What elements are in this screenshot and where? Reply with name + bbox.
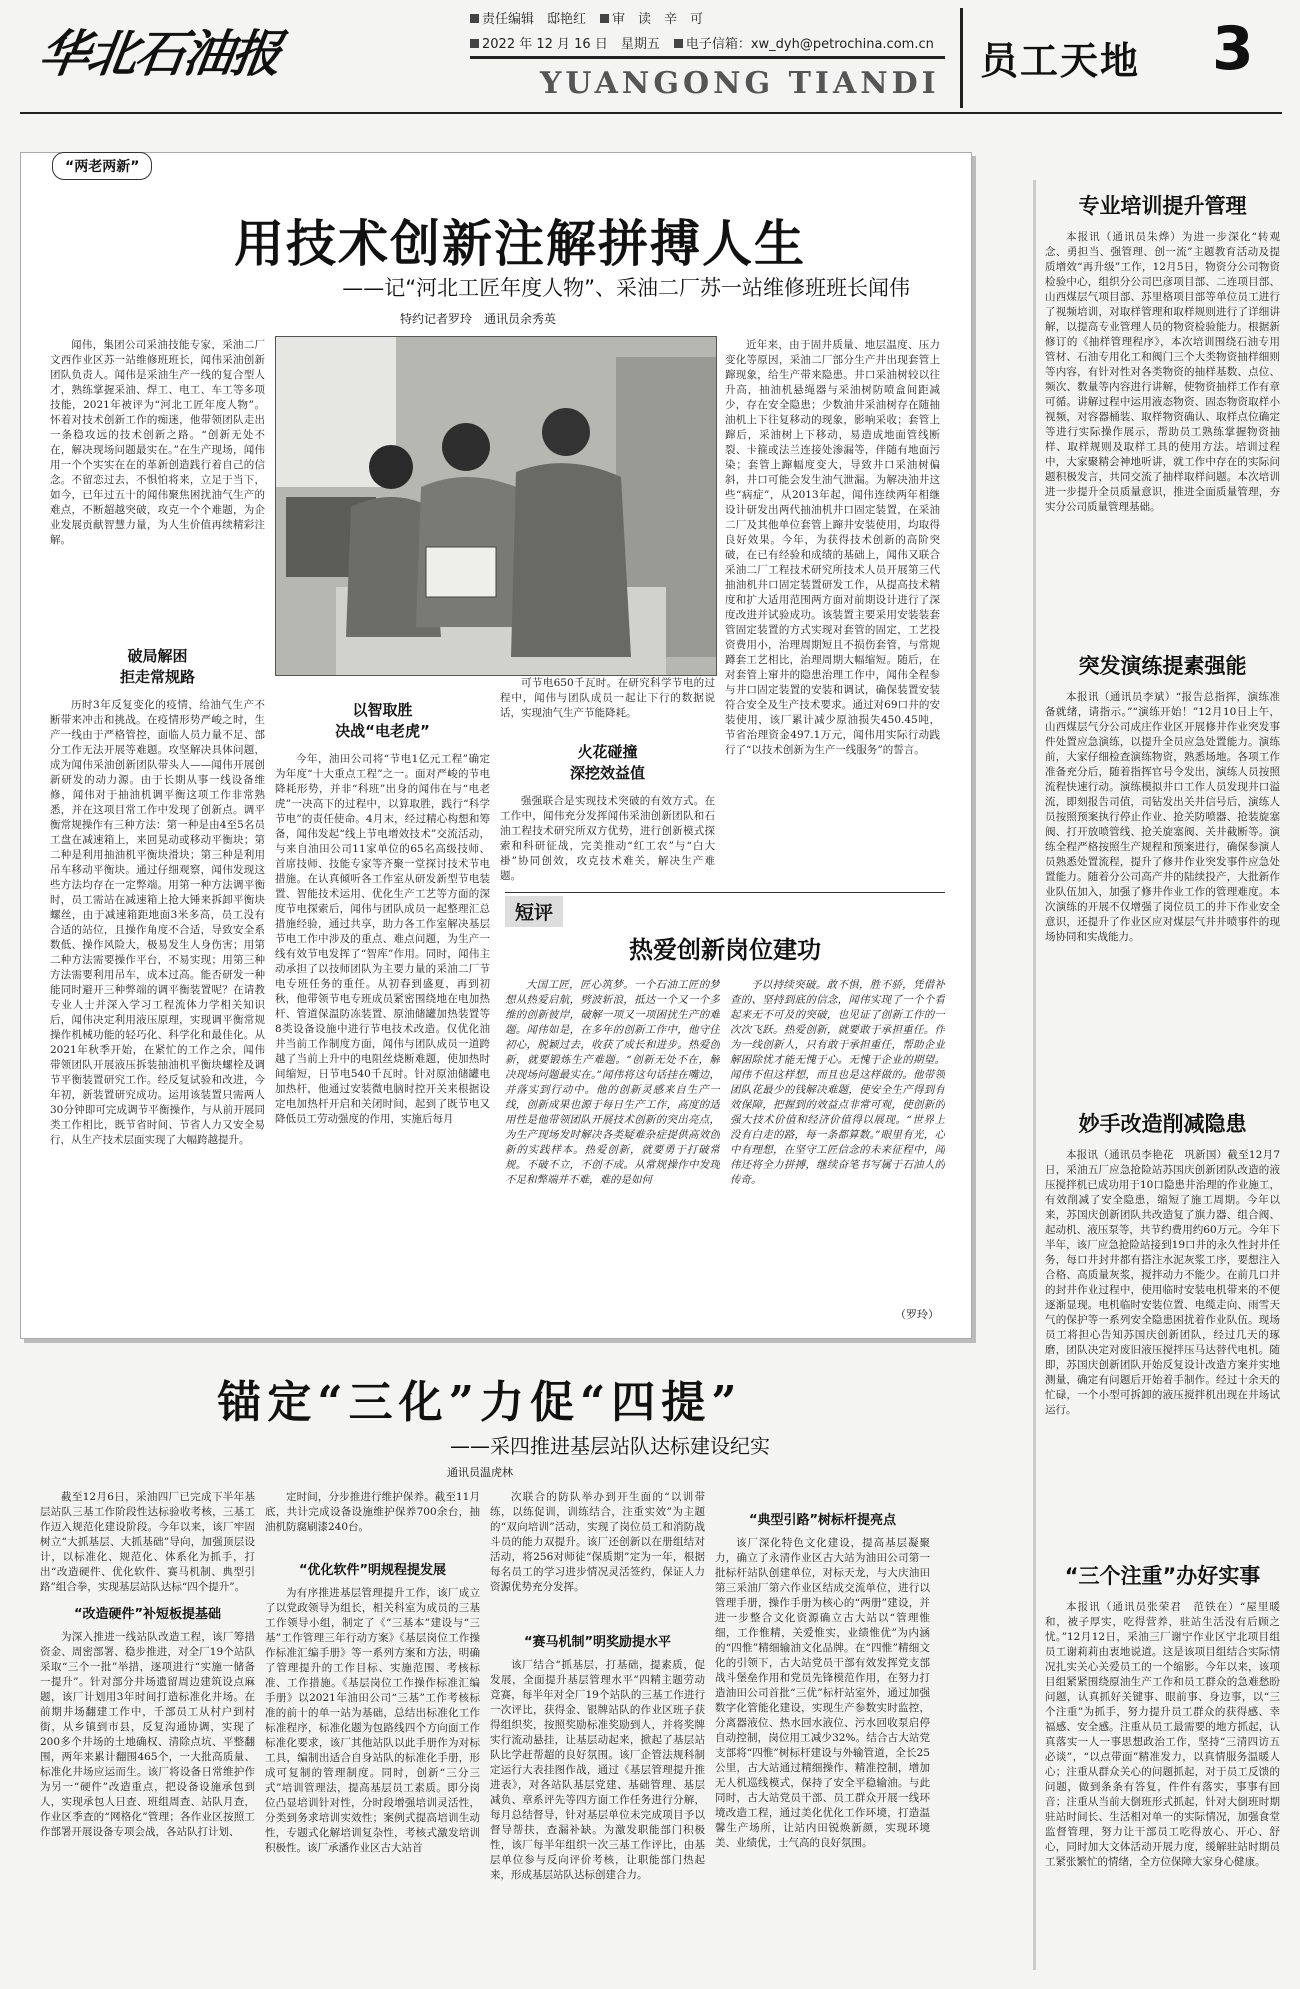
lead-column-4: 近年来，由于固井质量、地层温度、压力变化等原因，采油二厂部分生产井出现套管上蹿现象，给生产带来隐患。井口采油树较以往升高，抽油机悬绳器与采油树防喷盒间距减少，存在安全隐患；少数油井采油树存在随抽油机上下往复移动的现象，影响采收；套管上蹿后，采油树上下移动，易造成地面管线断裂、卡箍或法兰连接处渗漏等，伴随有地面污染；套管上蹿幅度变大，导致井口采油树偏斜，井口可能会发生油气泄漏。为解决油井这些“病症”，从2013年起，闻伟连续两年相继设计研发出两代抽油机井口固定装置，在采油二厂及其他单位套管上蹿井安装使用，均取得良好效果。今年，为获得技术创新的高阶突破，在已有经验和成绩的基础上，闻伟又联合采油二厂工程技术研究所技术人员开展第三代抽油机井口固定装置研发工作，从提高技术精度和扩大适用范围两方面对前期设计进行了深度改进并试验成功。该装置主要采用安装装套管固定装置的方式实现对套管的固定，工艺投资费用小，治理周期短且不损伤套管，与常规蹲套工艺相比，治理周期大幅缩短。随后，在对套管上窜井的隐患治理工作中，闻伟全程参与井口固定装置的安装和调试，确保装置安装符合安全及生产技术要求。通过对69口井的安装使用，该厂累计减少原油损失450.45吨，节省治理资金497.1万元，闻伟用实际行动践行了“以技术创新为生产一线服务”的誓言。 [725,339,940,756]
lead-column-1: 历时3年反复变化的疫情，给油气生产不断带来冲击和挑战。在疫情形势严峻之时，生产一线由于严格管控，面临人员力量不足、部分工作无法开展等难题。攻坚解决具体问题，成为闻伟采油创新团队带头人——闻伟开展创新研发的动力源。由于长期从事一线设备维修，闻伟对于抽油机调平衡这项工作非常熟悉，并在这项目常工作中发现了创新点。调平衡常规操作有三种方法：第一种是由4至5名员工盘在减速箱上，来回晃动或移动平衡块；第二种是利用抽油机平衡块滑块；第三种是利用吊车移动平衡块。通过仔细观察，闻伟发现这些方法均存在一定弊端。用第一种方法调平衡时，员工需站在减速箱上抢大锤来拆卸平衡块螺丝，由于减速箱距地面3米多高，员工没有合适的站位，且操作角度不合适，导致安全系数低、操作风险大，极易发生人身伤害；用第二种方法需要操作平台，不易实现；用第三种方法需要利用吊车，成本过高。能否研发一种能同时避开三种弊端的调平衡装置呢？在请教专业人士并深入学习工程流体力学相关知识后，闻伟决定利用液压原理，实现调平衡常规操作机械功能的轻巧化、科学化和最佳化。从2021年秋季开始，在紧忙的工作之余，闻伟带领团队开展液压拆装抽油机平衡块螺栓及调节平衡装置研究工作。经反复试验和改进，今年初，新装置研究成功。运用该装置只需两人30分钟即可完成调节平衡操作，与从前开展同类工作相比，既节省时间、节省人力又安全易行，从生产技术层面实现了大幅跨越提升。 [50,699,265,1146]
section-pinyin: YUANGONG TIANDI [540,66,940,101]
feature-column-2-top: 定时间，分步推进行维护保养。截至11月底，共计完成设备设施维护保养700余台，抽油机防腐刷漆240台。 [265,1491,480,1533]
page-number: 3 [1212,14,1254,84]
sidebar-text-4: 本报讯（通讯员张荣君 范铁在）“屋里暖和，被子厚实，吃得营养，驻站生活没有后顾之忧。”12月12日，采油三厂谢宁作业区宁北项目组员工谢莉莉由衷地说道。这是该项目组结合实际情况扎实关心关爱员工的一个缩影。今年以来，该项目组紧紧围绕原油生产工作和员工群众的急难愁盼问题，认真抓好关键事、眼前事、身边事，以“三个注重”为抓手，努力提升员工群众的获得感、幸福感、安全感。注重从员工最需要的地方抓起，认真落实一人一事思想政治工作，坚持“三清四访五必谈”，“以点带面”精准发力，以真情服务温暖人心；注重从群众关心的问题抓起，对于员工反馈的问题，做到条条有答复，件件有落实，事事有回音；注重从当前大倒班形式抓起，针对大倒班时期驻站时间长、生活相对单一的实际情况，加强食堂监督管理，努力让干部员工吃得放心、开心、舒心，同时加大文体活动开展力度，缓解驻站时期员工紧张繁忙的情绪，全方位保障大家身心健康。 [1045,1601,1280,1868]
feature-headline: 锚定“三化”力促“四提” [217,1377,743,1428]
sidebar-text-2: 本报讯（通讯员李斌）“报告总指挥，演练准备就绪，请指示。”“演练开始！”12月10日上午，山西煤层气分公司成庄作业区开展修井作业突发事件处置应急演练，以提升全员应急处置能力。演练前，大家仔细检查演练物资，熟悉场地。各项工作准备充分后，随着指挥官号令发出，演练人员按照流程快速行动。演练模拟井口工作人员发现井口溢流，即刻报告司值，司钻发出关井信号后，演练人员按照预案执行停止作业、抢关防喷器、抢装旋塞阀、打开放喷管线、抢关旋塞阀、关井截断等。演练全程严格按照生产规程和预案进行，确保参演人员熟悉处置流程，提升了修井作业突发事件应急处置能力。随着分公司高产井的陆续投产，大批新作业队伍加入，加强了修井作业工作的管理难度。本次演练的开展不仅增强了岗位员工的井下作业安全意识，还提升了作业区应对煤层气井井喷事件的现场协同和实战能力。 [1045,691,1280,943]
feature-heading-2: “优化软件”明规程提发展 [298,1563,447,1578]
masthead-rule [470,56,945,59]
lead-subheading-1: 破局解困 拒走常规路 [119,647,195,686]
feature-byline: 通讯员温虎林 [447,1466,513,1479]
sidebar-title-1: 专业培训提升管理 [1078,194,1247,218]
feature-column-1: 为深入推进一线站队改造工程，该厂筹措资金、周密部署、稳步推进，对全厂19个站队采取“三个一批”举措，逐项进行“实施一储备一提升”。针对部分井场遗留周边建筑设点麻题，该厂计划用3年时间打造标准化井场。在前期井场翻建工作中，千部员工从村户到村街，从乡镇到市县，反复沟通协调，实现了200多个井场的土地确权、清除点坑、平整翻围，两年来累计翻围465个，一大批高质量、标准化井场应运而生。该厂将设备日常维护作为另一“硬件”改造重点，把设备设施承包到人，实现承包人日查、班组周查、站队月查，作业区季查的“网格化”管理；各作业区按照工作部署开展设备专项会战，各站队打计划、 [40,1631,255,1838]
lead-column-2: 今年，油田公司将“节电1亿元工程”确定为年度“十大重点工程”之一。面对严峻的节电降耗形势，并非“科班”出身的闻伟在与“电老虎”一决高下的过程中，以算取胜，践行“科学节电”的责任使命。4月末，经过精心构想和筹备，闻伟发起“线上节电增效技术”交流活动，与来自油田公司11家单位的65名高级技师、首席技师、技能专家等齐聚一堂探讨技术节电措施。在认真倾听各工作室从研发新型节电装置、智能技术运用、优化生产工艺等方面的深度节电探索后，闻伟与团队成员一起整理汇总措施经验，通过共享，助力各工作室解决基层节电工作中涉及的重点、难点问题，为生产一线有效节电发挥了“智库”作用。同时，闻伟主动承担了以技师团队为主要力量的采油二厂节电专班任务的重任。从初春到盛夏，再到初秋，他带领节电专班成员紧密围绕地在电加热杆、管道保温防冻装置、原油储罐加热装置等8类设备设施中进行节电技术改造。仅优化油井当前工作制度方面，闻伟与团队成员一道跨越了当前上升中的电阻丝烧断难题，使加热时间缩短，日节电540千瓦时。针对原油储罐电加热杆，他通过安装微电脑时控开关来根据设定电加热杆开启和关闭时间，起到了既节电又降低员工劳动强度的作用，实施后每月 [275,753,490,1125]
feature-column-2: 为有序推进基层管理提升工作，该厂成立了以党政领导为组长，相关科室为成员的三基工作领导小组，制定了《“三基本”建设与“三基”工作管理三年行动方案》《基层岗位工作操作标准汇编手册》等一系列方案和方法，明确了管理提升的工作目标、实施范围、考核标准、工作措施。《基层岗位工作操作标准汇编手册》以2021年油田公司“三基”工作考核标准的前十的单一站为基础，总结出标准化工作标准程序，标准化题为包路线四个方向面工作标准化要求，该厂其他站队以此手册作为对标工具，编制出适合自身站队的标准化手册，形成可复制的管理制度。同时，创新“三分三式”培训管理法，提高基层员工素质。即分岗位凸显培训针对性，分时段增强培训灵活性，分类到务求培训实效性；案例式提高培训生动性，专题式化解培训复杂性，考核式激发培训积极性。该厂承潘作业区古大站首 [265,1587,480,1854]
comment-column-2: 予以持续突破。敢不惧，胜不骄，凭借补查的、坚持到底的信念，闻伟实现了一个个看起来无不可及的突破，也见证了创新工作的一次次飞跃。热爱创新，就要敢于承担重任。作为一线创新人，只有敢于承担重任，帮助企业解困除忧才能无愧于心。无愧于企业的期望。闻伟不但这样想，而且也是这样做的。他带领团队花最少的钱解决难题，使安全生产得到有效保障，把握到的效益点非常可观，使创新的强大技术价值和经济价值得以展现。“世界上没有白走的路，每一条都算数。”眼里有光，心中有理想，在坚守工匠信念的未来征程中，闻伟还将全力拼搏，继续奋笔书写属于石油人的传奇。 [730,979,945,1186]
lead-column-3: 强强联合是实现技术突破的有效方式。在工作中，闻伟充分发挥闻伟采油创新团队和石油工程技术研究所双方优势，进行创新模式探索和科研征战，完美推动“红工农”与“白大褂”协同创效，攻克技术难关，解决生产难题。 [500,795,715,882]
feature-heading-4: “典型引路”树标杆提亮点 [748,1513,897,1528]
lead-tag: “两老两新” [52,152,152,180]
sidebar-text-3: 本报讯（通讯员李艳花 巩新国）截至12月7日，采油五厂应急抢险站苏国庆创新团队改造的液压搅拌机已成功用于10口隐患井治理的作业施工，有效削减了安全隐患，缩短了施工周期。今年以来，苏国庆创新团队共改造复了旗力器、组合阀、起动机、液压泵等，共节约费用约60万元。今年下半年，该厂应急抢险站接到19口井的永久性封井任务，每口井封井都有搭注水泥灰浆工序，要想注入合格、高质量灰浆，搅拌动力不能少。在前几口井的封井作业过程中，使用临时安装电机带来的不便逐渐显现。电机临时安装位置、电缆走向、雨雪天气的保护等一系列安全隐患困扰着作业队伍。现场员工将担心告知苏国庆创新团队，经过几天的琢磨，团队决定对废旧液压搅拌压马达替代电机。随即，苏国庆创新团队开始反复设计改造方案并实地测量，确定有问题后开始着手制作。经过十余天的忙碌，一个小型可拆卸的液压搅拌机出现在井场试运行。 [1045,1149,1280,1416]
email-label: 电子信箱：xw_dyh@petrochina.com.cn [674,33,934,52]
header-bottom-rule [20,112,1282,114]
lead-subhead: ——记“河北工匠年度人物”、采油二厂苏一站维修班班长闻伟 [342,276,910,300]
feature-column-3-top: 次联合的防队举办到开生面的“以训带练，以练促训，训练结合，注重实效”为主题的“双向培训”活动，实现了岗位员工和消防战斗员的能力双提升。该厂还创新以在册组结对活动，将256对师徒“保质期”定为一年，根据每名员工的学习进步情况灵活签约，保证人力资源优势充分发挥。 [490,1491,705,1593]
feature-heading-3: “赛马机制”明奖励提水平 [523,1635,672,1650]
section-title: 员工天地 [980,39,1141,83]
lead-subheading-2: 以智取胜 决战“电老虎” [335,701,430,740]
sidebar-title-2: 突发演练提素强能 [1078,654,1247,678]
comment-rule [505,892,945,893]
sidebar-title-4: “三个注重”办好实事 [1064,1564,1261,1588]
date-label: 2022 年 12 月 16 日 星期五 [470,33,660,52]
feature-column-4: 该厂深化特色文化建设，提高基层凝聚力，确立了永清作业区古大站为油田公司第一批标杆站队创建单位，对标天龙，与大庆油田第三采油厂第六作业区结成交流单位，进行以管理手册，操作手册为核心的“两册”建设，并进一步整合文化资源确立古大站以“管理惟细，工作惟精，关爱惟实，业绩惟优”为内涵的“四惟”精细输油文化品牌。在“四惟”精细文化的引领下，古大站党员干部有效发挥党支部战斗堡垒作用和党员先锋模范作用，在努力打造油田公司首批“三优”标杆站室外，通过加强数字化管能化建设，实现生产参数实时监控，分离器液位、热水回水液位、污水回收泵启停自动控制，岗位用工减少32%。结合古大站党支部将“四惟”树标杆建设与外输管道，全长25公里，古大站通过精细操作、精准控制，增加无人机巡线模式，保持了安全平稳输油。与此同时，古大站党员干部、员工群众开展一线环境改造工程，通过美化优化工作环境，打造温馨生产场所，让站内田锐焕新颜，实现环境美、业绩优，士气高的良好氛围。 [715,1537,930,1849]
masthead-divider [960,8,963,108]
sidebar-title-3: 妙手改造削减隐患 [1078,1112,1247,1136]
comment-signature: （罗玲） [895,1308,939,1321]
lead-photo [275,336,717,676]
lead-intro-column: 闻伟，集团公司采油技能专家，采油二厂文西作业区苏一站维修班班长，闻伟采油创新团队负责人。闻伟是采油生产一线的复合型人才，熟练掌握采油、焊工、电工、车工等多项技能，2021年被评为“河北工匠年度人物”。怀着对技术创新工作的痴迷，他带领团队走出一条稳攻远的技术创新之路。“创新无处不在，解决现场问题最实在。”在生产现场，闻伟用一个个实实在在的革新创造践行着自己的信念。不留恋过去，不惧怕将来，立足于当下，如今，已年过五十的闻伟聚焦困扰油气生产的难点，不断超越突破，攻克一个个难题，为企业发展贡献智慧力量，为人生价值再续精彩注解。 [50,339,265,546]
newspaper-logo: 华北石油报 [35,24,284,83]
feature-column-3: 该厂结合“抓基层，打基础，提素质，促发展，全面提升基层管理水平”四精主题劳动竞赛，每半年对全厂19个站队的三基工作进行一次评比，获得金、银牌站队的作业区班子获得组织奖，按照奖励标准奖励到人，并将奖牌实行流动悬挂，让基层动起来，掀起了基层站队比学赶帮超的良好氛围。该厂企管法规科制定运行大表挂图作战，通过《基层管理提升推进表》，对各站队基层党建、基础管理、基层减负、章系评先等四方面工作任务进行分解，每月总结督导，针对基层单位未完成项目予以督导帮扶，查漏补缺。为激发职能部门积极性，该厂每半年组织一次三基工作评比，由基层单位参与反向评价考核，让职能部门热起来，形成基层站队达标创建合力。 [490,1659,705,1881]
feature-heading-1: “改造硬件”补短板提基础 [73,1607,222,1622]
lead-headline: 用技术创新注解拼搏人生 [234,215,806,273]
lead-byline: 特约记者罗玲 通讯员余秀英 [400,312,557,326]
comment-column-1: 大国工匠，匠心筑梦。一个石油工匠的梦想从热爱启航，劈波斩浪，抵达一个又一个多维的创新彼岸，破解一项又一项困扰生产的难题。闻伟如是，在多年的创新工作中，他守住初心，脱颖过去，收获了成长和进步。热爱创新，就要锻炼生产难题。“创新无处不在，解决现场问题最实在。”闻伟将这句话挂在嘴边，并落实到行动中。他的创新灵感来自生产一线，创新成果也源于每日生产工作，高度的适用性是他带领团队开展技术创新的突出亮点，为生产现场发时解决各类疑难杂症提供高效创新的实践样本。热爱创新，就要勇于打破常规。不破不立，不创不成。从常规操作中发现不足和弊端并不难，难的是如何 [505,979,720,1186]
comment-tag: 短评 [505,896,563,927]
masthead-meta [470,8,934,52]
reviewer-label: 审 读 辛 可 [600,8,703,27]
sidebar-divider [1033,180,1036,1970]
editor-label: 责任编辑 邸艳红 [470,8,586,27]
feature-subhead: ——采四推进基层站队达标建设纪实 [450,1434,770,1458]
comment-title: 热爱创新岗位建功 [629,936,821,964]
sidebar-text-1: 本报讯（通讯员朱烨）为进一步深化“转观念、勇担当、强管理、创一流”主题教育活动及提质增效“再升级”工作，12月5日，物资分公司物资检验中心，组织分公司巴彦项目部、二连项目部、山西煤层气项目部、苏里格项目部等单位员工进行了视频培训，对取样管理和取样规则进行了详细讲解，以提高专业管理人员的物资检验能力。根据新修订的《抽样管理程序》，本次培训围绕石油专用管材、石油专用化工和阀门三个大类物资抽样细则等内容，有针对性对各类物资的抽样基数、点位、频次、数量等内容进行讲解，使物资抽样工作有章可循。讲解过程中运用液态物资、固态物资取样小视频，对容器桶装、取样物资确认、取样点位确定等进行实际操作展示，帮助员工熟练掌握物资抽样、取样规则及取样工具的使用方法。培训过程中，大家聚精会神地听讲，就工作中存在的实际问题积极发言，共同交流了抽样取样问题。本次培训进一步提升全员质量意识，推进全面质量管理，夯实分公司质量管理基础。 [1045,231,1280,513]
lead-subheading-3: 火花碰撞 深挖效益值 [569,743,645,782]
workers-photo-illustration [276,337,716,675]
lead-column-3-top: 可节电650千瓦时。在研究科学节电的过程中，闻伟与团队成员一起让下行的数据说话，实现油气生产节能降耗。 [500,677,715,719]
feature-column-1-intro: 截至12月6日，采油四厂已完成下半年基层站队三基工作阶段性达标验收考核，三基工作迈入规范化建设阶段。今年以来，该厂牢固树立“大抓基层、大抓基础”导向，加强顶层设计，以标准化、规范化、体系化为抓手，打出“改造硬件、优化软件、赛马机制、典型引路”组合拳，实现基层站队达标“四个提升”。 [40,1491,255,1593]
